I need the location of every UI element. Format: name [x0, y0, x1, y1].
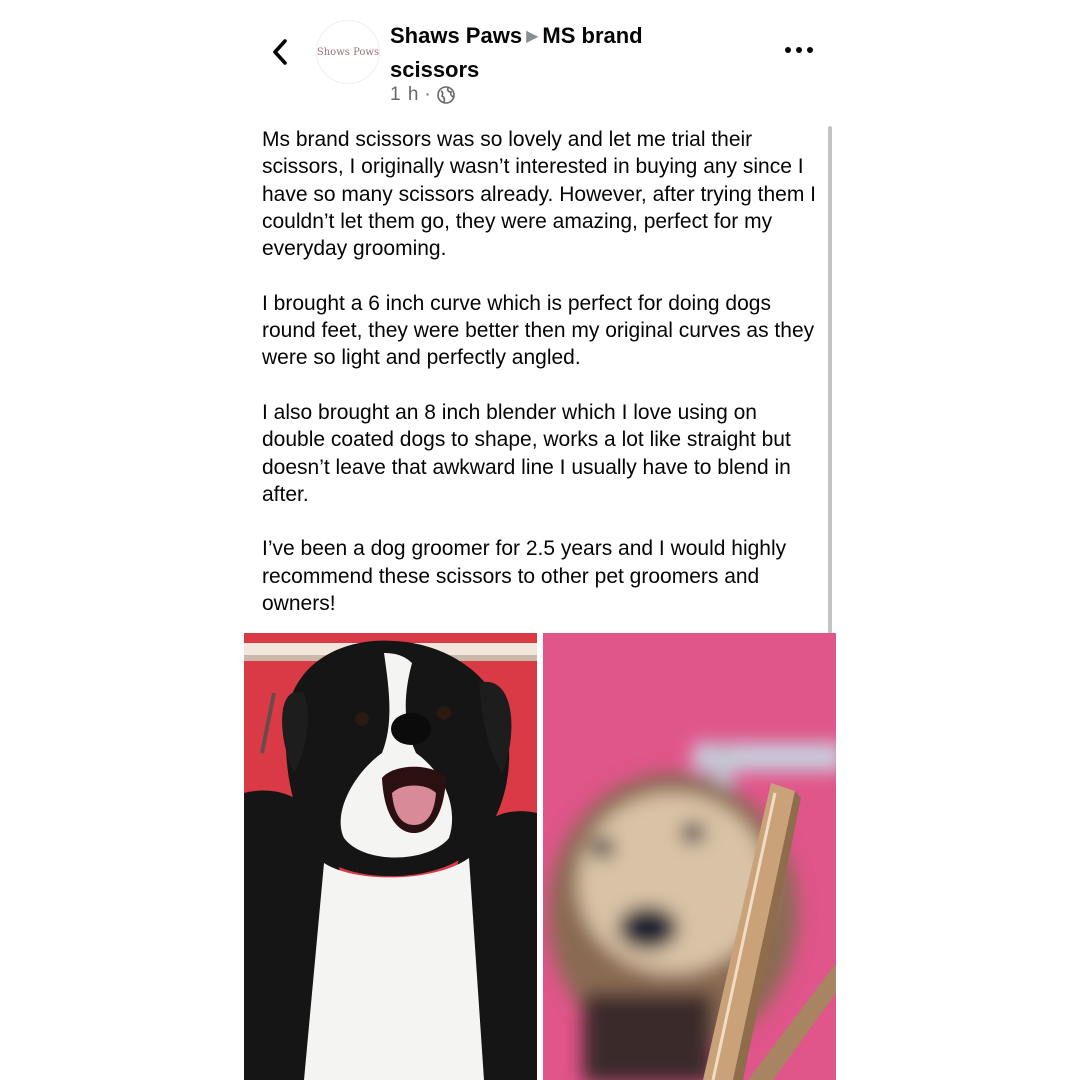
group-link[interactable]: MS brand scissors — [390, 23, 643, 82]
author-avatar[interactable] — [316, 20, 380, 84]
avatar-logo-text: Shows Pows — [316, 46, 380, 58]
photo-black-white-dog[interactable] — [244, 633, 537, 1080]
back-button[interactable] — [262, 32, 298, 72]
dog-illustration — [244, 633, 537, 1080]
post-body — [262, 126, 822, 645]
post-paragraph: I’ve been a dog groomer for 2.5 years and I would highly recommend these scissors to other pet groomers and owners! — [262, 537, 787, 616]
post-paragraph: Ms brand scissors was so lovely and let me trial their scissors, I originally wasn’t interested in buying any since I have so many scissors already. However, after trying them I couldn’t let them go, they were amazing, perfect for my everyday grooming. — [262, 128, 816, 261]
more-horizontal-icon — [784, 46, 814, 54]
chevron-left-icon — [270, 37, 290, 67]
post-paragraph: I brought a 6 inch curve which is perfect for doing dogs round feet, they were better then my original curves as they were so light and perfectly angled. — [262, 291, 815, 370]
post-paragraph: I also brought an 8 inch blender which I love using on double coated dogs to shape, works a lot like straight but doesn’t leave that awkward line I usually have to blend in after. — [262, 400, 791, 506]
author-link[interactable]: Shaws Paws — [390, 23, 523, 48]
post-meta — [390, 84, 455, 106]
blurred-dog-illustration — [543, 633, 836, 1080]
globe-icon — [437, 86, 455, 104]
photo-blurred-dog-with-scissors[interactable] — [543, 633, 836, 1080]
post-header-title — [390, 20, 710, 85]
post-time[interactable]: 1 h — [390, 84, 420, 105]
triangle-right-icon: ▶ — [526, 28, 539, 45]
meta-dot: · — [424, 84, 432, 105]
more-options-button[interactable] — [782, 38, 816, 62]
